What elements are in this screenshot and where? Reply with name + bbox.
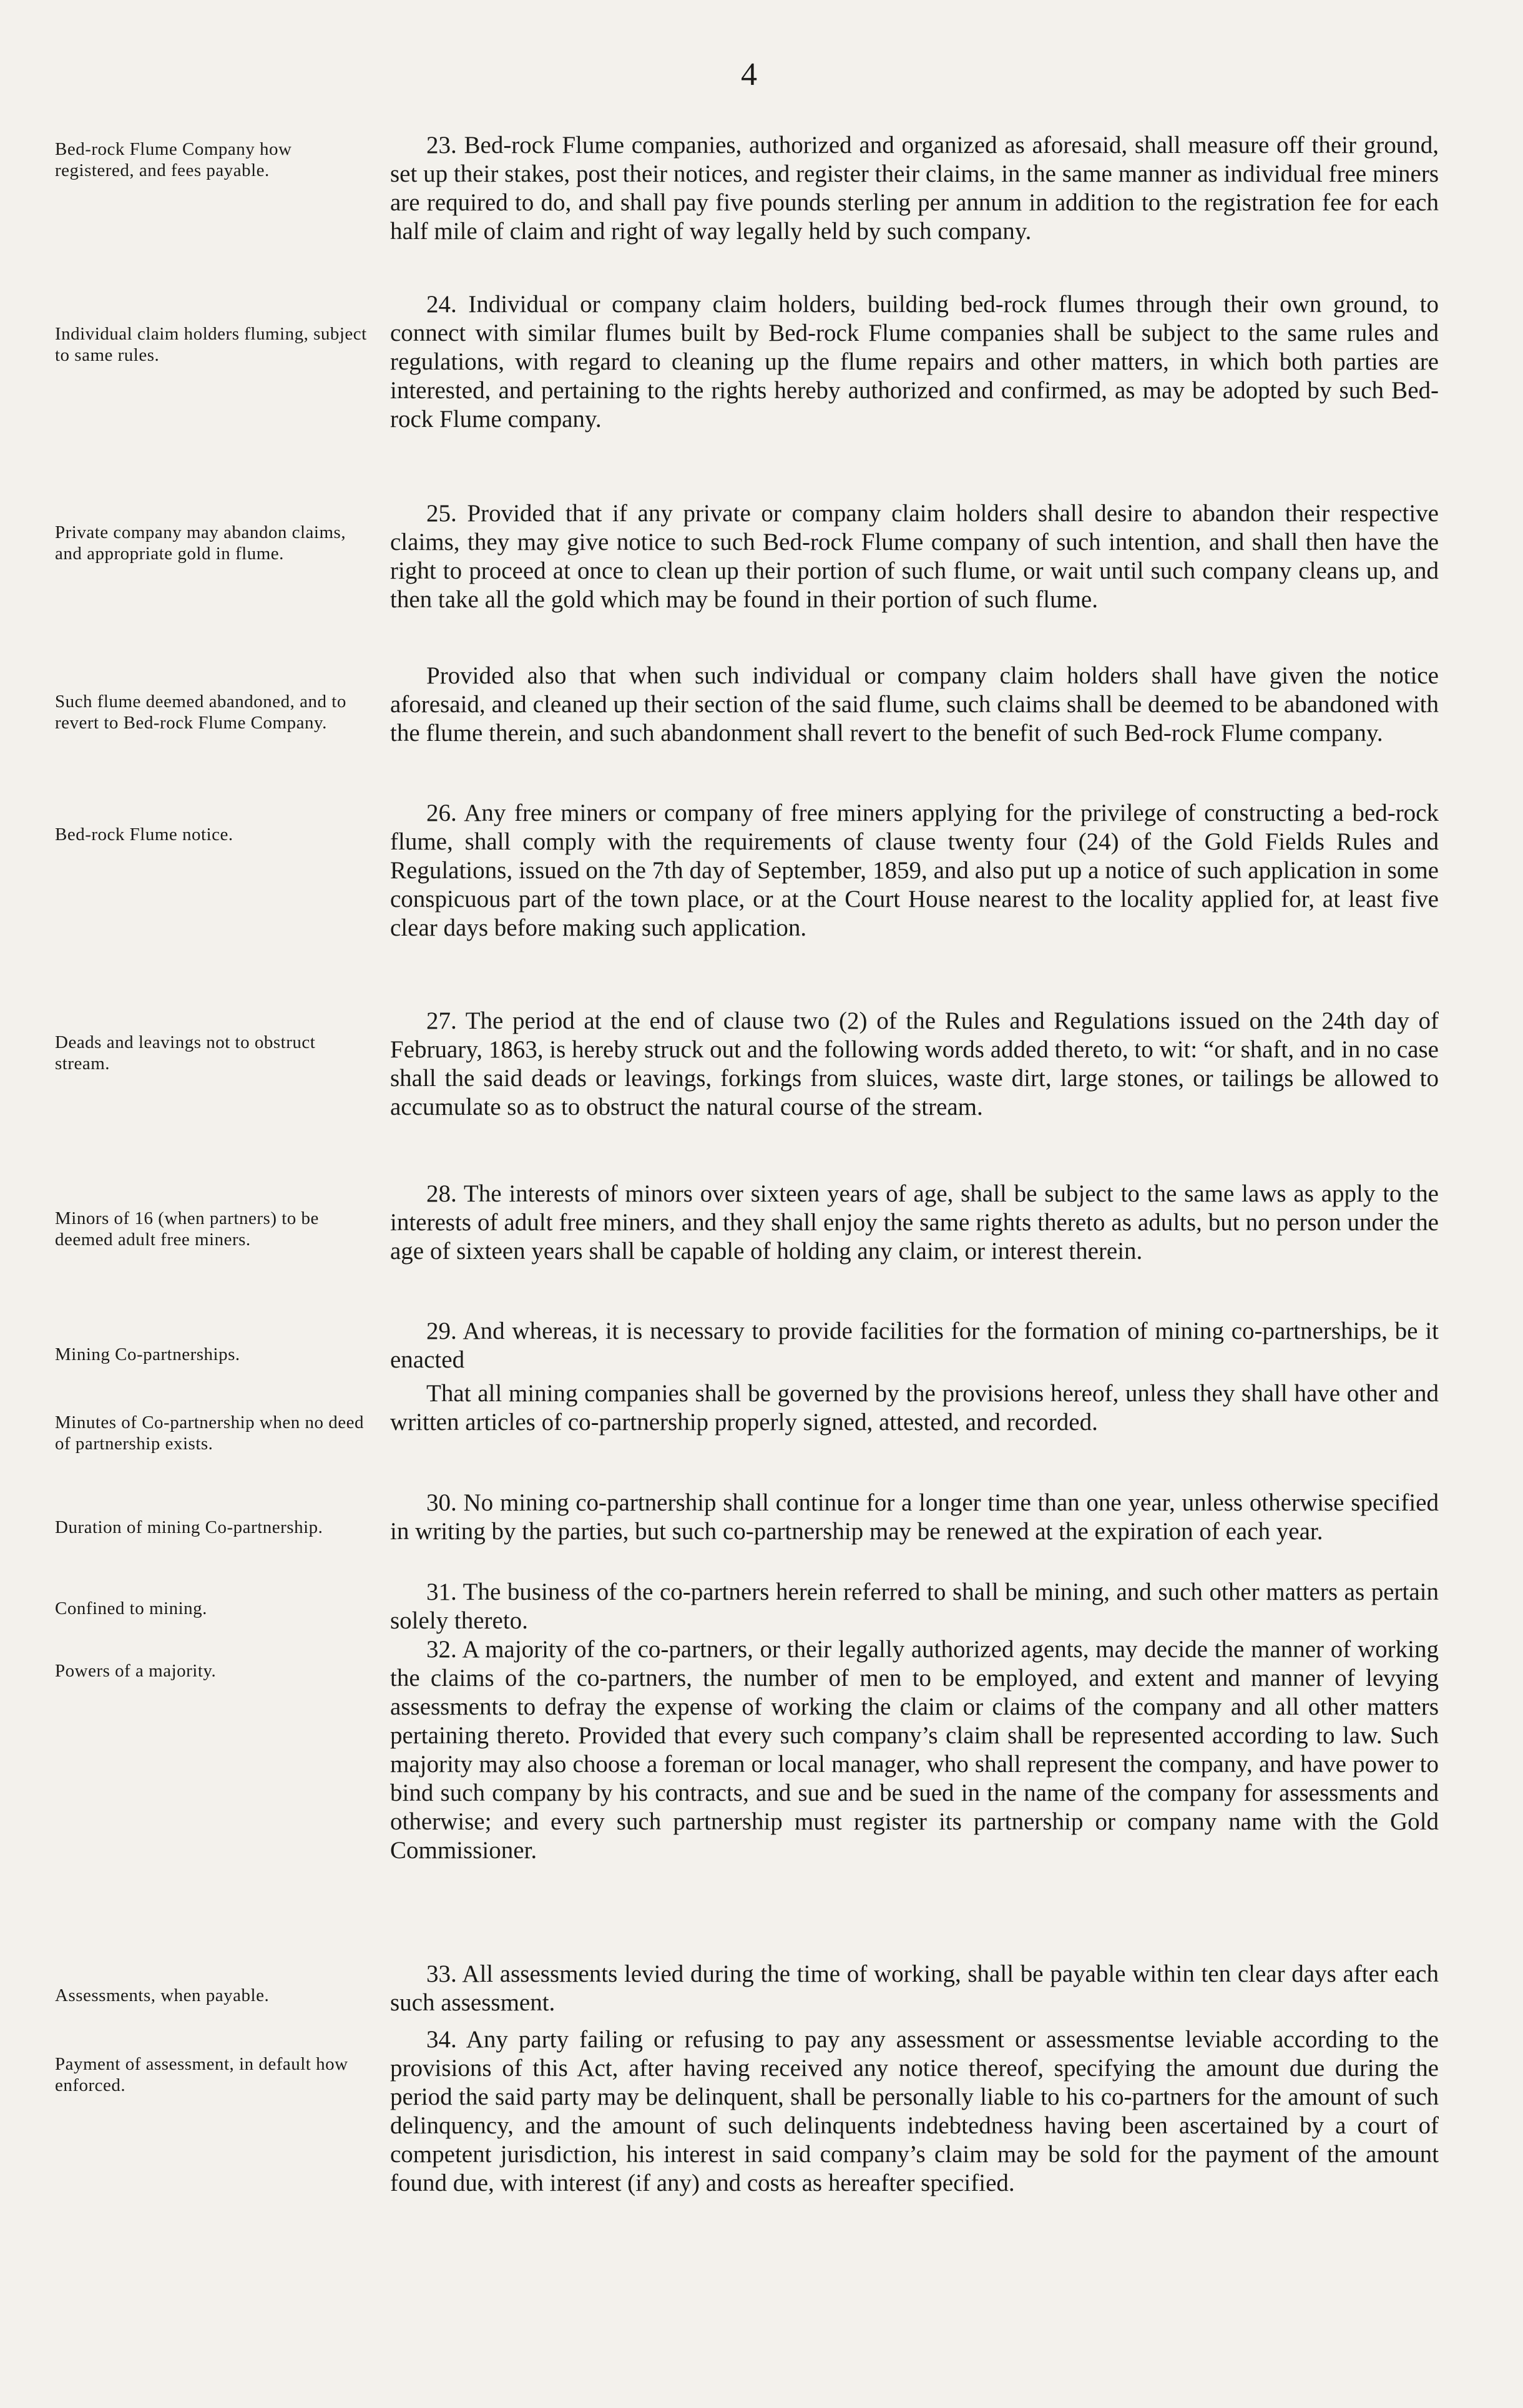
margin-note-minors: Minors of 16 (when partners) to be deemed adult free miners. [55,1208,319,1250]
margin-note-duration: Duration of mining Co-partnership. [55,1517,323,1537]
paragraph-25: 25. Provided that if any private or company claim holders shall desire to abandon their respective claims, they may give notice to such Bed-rock Flume company of such intention, and shall then have the right to proceed at once to clean up their portion of such flume, or wait until such company cleans up, and then take all the gold which may be found in their portion of such flume. [390,500,1439,613]
paragraph-31: 31. The business of the co-partners herein referred to shall be mining, and such other matters as pertain solely thereto. [390,1578,1439,1634]
paragraph-29-enactment: That all mining companies shall be governed by the provisions hereof, unless they shall have other and written articles of co-partnership properly signed, attested, and recorded. [390,1380,1439,1436]
margin-note-payment-enforced: Payment of assessment, in default how enforced. [55,2054,348,2095]
paragraph-27: 27. The period at the end of clause two (2) of the Rules and Regulations issued on the 24th day of February, 1863, is hereby struck out and the following words added thereto, to wit: “or shaft, and in no case shall the said deads or leavings, forkings from sluices, waste dirt, large stones, or tailings be allowed to accumulate so as to obstruct the natural course of the stream. [390,1007,1439,1120]
margin-note-co-partnerships: Mining Co-partnerships. [55,1344,240,1364]
margin-note-individual-fluming: Individual claim holders fluming, subject to same rules. [55,324,367,365]
margin-note-deads-leavings: Deads and leavings not to obstruct stream. [55,1032,316,1074]
paragraph-23: 23. Bed-rock Flume companies, authorized and organized as aforesaid, shall measure off their ground, set up their stakes, post their notices, and register their claims, in the same manner as individual free miners are required to do, and shall pay five pounds sterling per annum in addition to the registration fee for each half mile of claim and right of way legally held by such company. [390,132,1439,245]
margin-note-assessments-payable: Assessments, when payable. [55,1985,270,2005]
margin-note-powers-majority: Powers of a majority. [55,1661,217,1681]
paragraph-24: 24. Individual or company claim holders, building bed-rock flumes through their own ground, to connect with similar flumes built by Bed-rock Flume companies shall be subject to the same rules and regulations, with regard to cleaning up the flume repairs and other matters, in which both parties are interested, and pertaining to the rights hereby authorized and confirmed, as may be adopted by such Bed-rock Flume company. [390,291,1439,433]
margin-note-flume-abandoned: Such flume deemed abandoned, and to revert to Bed-rock Flume Company. [55,692,346,733]
paragraph-33: 33. All assessments levied during the time of working, shall be payable within ten clear days after each such assessment. [390,1960,1439,2016]
paragraph-25-proviso: Provided also that when such individual or company claim holders shall have given the notice aforesaid, and cleaned up their section of the said flume, such claims shall be deemed to be abandoned with the flume therein, and such abandonment shall revert to the benefit of such Bed-rock Flume company. [390,662,1439,746]
margin-note-private-abandon: Private company may abandon claims, and appropriate gold in flume. [55,522,346,564]
paragraph-30: 30. No mining co-partnership shall continue for a longer time than one year, unless otherwise specified in writing by the parties, but such co-partnership may be renewed at the expiration of each year. [390,1489,1439,1545]
paragraph-34: 34. Any party failing or refusing to pay any assessment or assessmentse leviable according to the provisions of this Act, after having received any notice thereof, specifying the amount due during the period the said party may be delinquent, shall be personally liable to his co-partners for the amount of such delinquency, and the amount of such delinquents indebtedness having been ascertained by a court of competent jurisdiction, his interest in said company’s claim may be sold for the payment of the amount found due, with interest (if any) and costs as hereafter specified. [390,2026,1439,2196]
margin-note-bed-rock-registration: Bed-rock Flume Company how registered, and fees payable. [55,139,292,180]
margin-note-minutes-co-partnership: Minutes of Co-partnership when no deed of partnership exists. [55,1412,364,1454]
margin-note-confined-mining: Confined to mining. [55,1598,207,1618]
margin-note-flume-notice: Bed-rock Flume notice. [55,825,233,844]
paragraph-29: 29. And whereas, it is necessary to provide facilities for the formation of mining co-partnerships, be it enacted [390,1318,1439,1373]
page-number: 4 [741,57,757,92]
paragraph-26: 26. Any free miners or company of free miners applying for the privilege of constructing a bed-rock flume, shall comply with the requirements of clause twenty four (24) of the Gold Fields Rules and Regulations, issued on the 7th day of September, 1859, and also put up a notice of such application in some conspicuous part of the town place, or at the Court House nearest to the locality applied for, at least five clear days before making such application. [390,800,1439,941]
paragraph-32: 32. A majority of the co-partners, or their legally authorized agents, may decide the manner of working the claims of the co-partners, the number of men to be employed, and extent and manner of levying assessments to defray the expense of working the claim or claims of the company and all other matters pertaining thereto. Provided that every such company’s claim shall be represented according to law. Such majority may also choose a foreman or local manager, who shall represent the company, and have power to bind such company by his contracts, and sue and be sued in the name of the company for assessments and otherwise; and every such partnership must register its partnership or company name with the Gold Commissioner. [390,1636,1439,1864]
paragraph-28: 28. The interests of minors over sixteen years of age, shall be subject to the same laws as apply to the interests of adult free miners, and they shall enjoy the same rights thereto as adults, but no person under the age of sixteen years shall be capable of holding any claim, or interest therein. [390,1180,1439,1265]
